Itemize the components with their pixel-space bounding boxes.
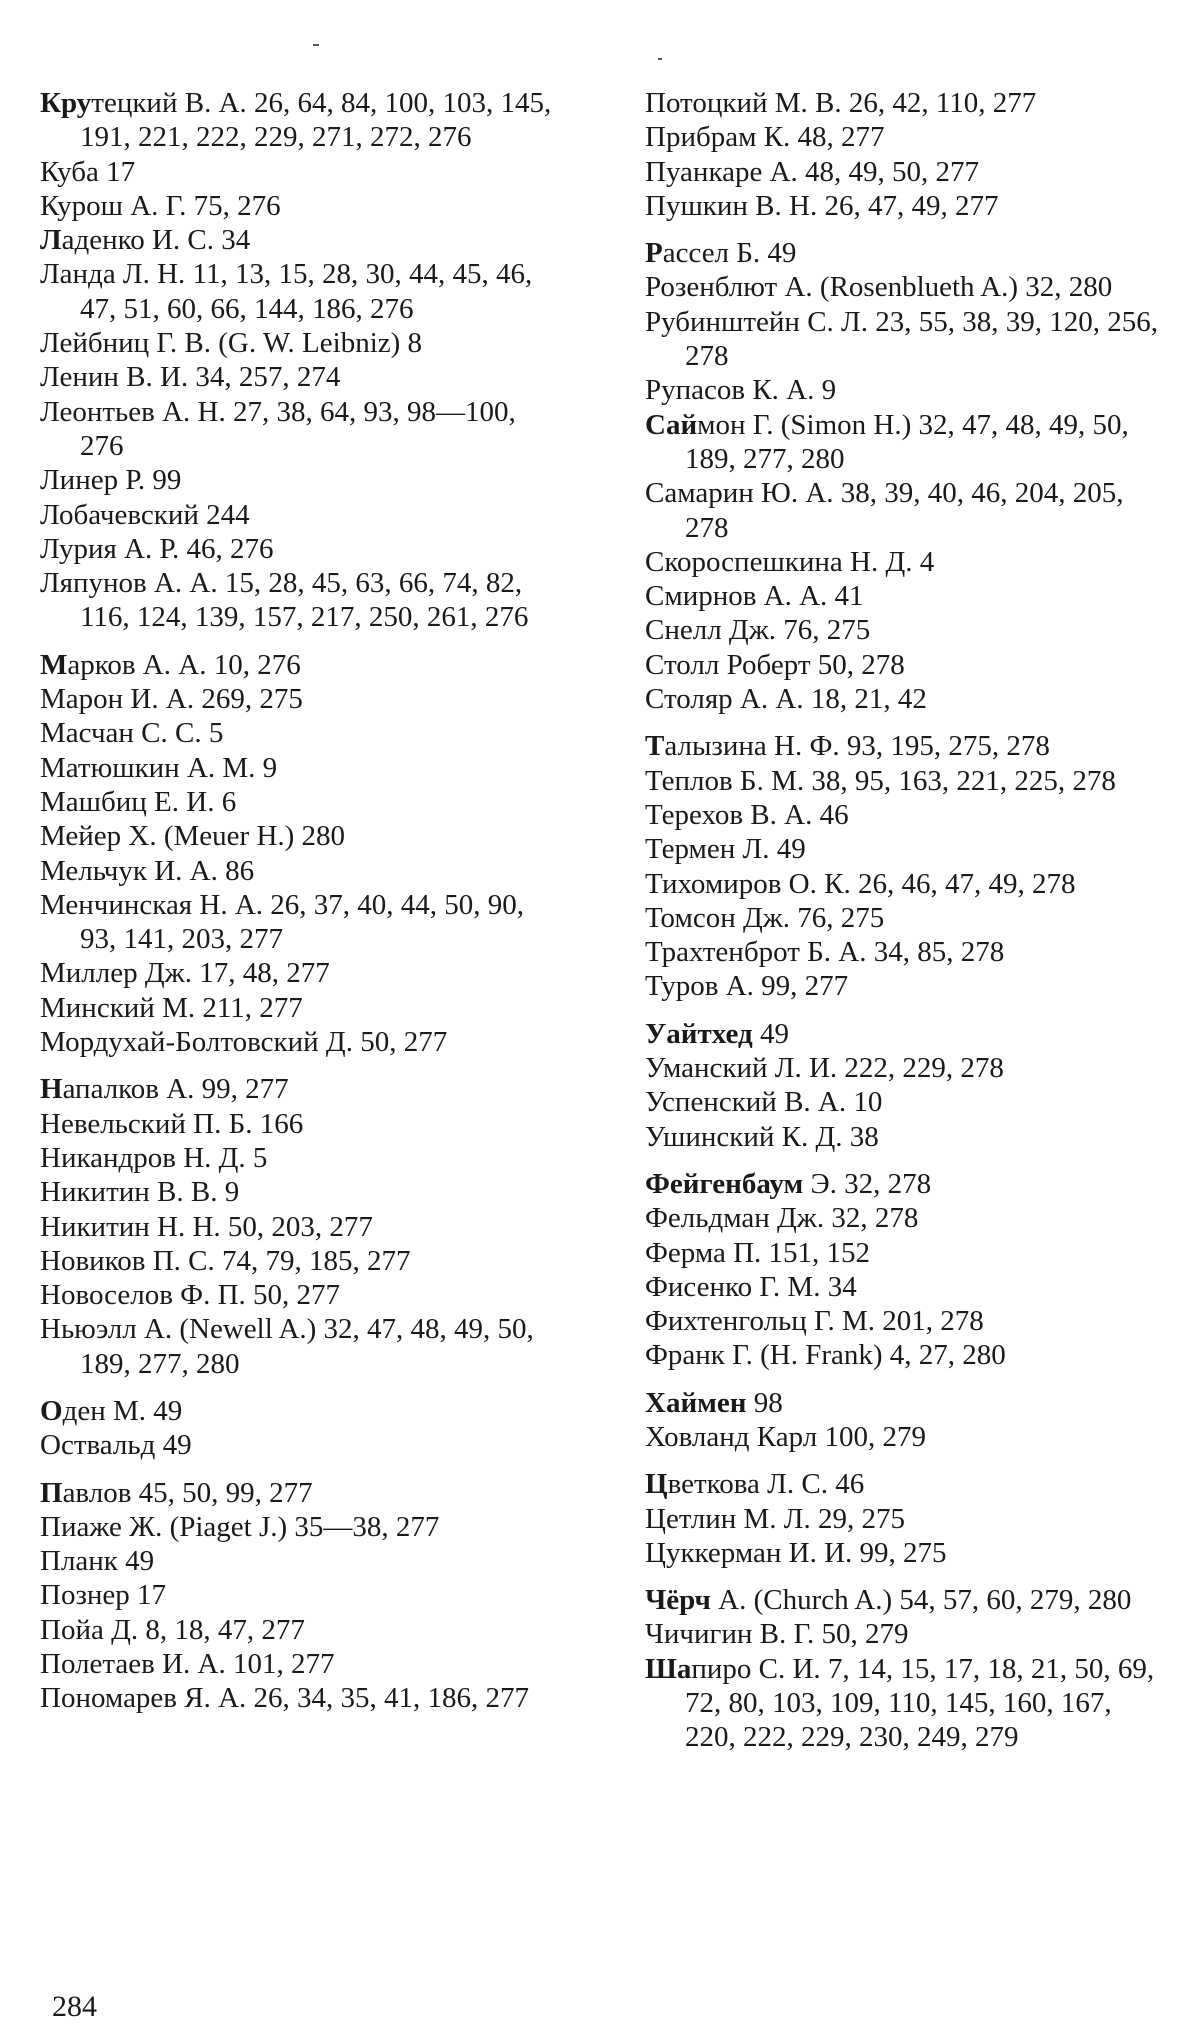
index-entry [645, 798, 1165, 832]
index-entry-text: Пономарев Я. А. 26, 34, 35, 41, 186, 277 [40, 1682, 530, 1715]
index-entry-text: Ланда Л. Н. 11, 13, 15, 28, 30, 44, 45, 46, 47, 51, 60, 66, 144, 186, 276 [40, 258, 533, 325]
index-entry [40, 1544, 560, 1578]
index-entry [40, 1244, 560, 1278]
index-entry-text: Леонтьев А. Н. 27, 38, 64, 93, 98—100, 276 [40, 395, 516, 462]
index-entry-text: 98 [746, 1386, 783, 1419]
index-entry-text: Никитин Н. Н. 50, 203, 277 [40, 1210, 373, 1243]
index-entry [645, 1386, 1165, 1420]
index-entry-text: Лурия А. Р. 46, 276 [40, 532, 274, 565]
index-entry [40, 888, 560, 957]
index-entry [645, 270, 1165, 304]
index-entry-text: Куба 17 [40, 155, 136, 188]
index-entry [645, 1017, 1165, 1051]
index-entry [645, 935, 1165, 969]
index-entry-text: А. (Church A.) 54, 57, 60, 279, 280 [710, 1584, 1132, 1617]
index-entry-text: Уманский Л. И. 222, 229, 278 [645, 1052, 1004, 1085]
index-entry-text: Курош А. Г. 75, 276 [40, 189, 281, 222]
index-entry-text: Марон И. А. 269, 275 [40, 683, 303, 716]
index-entry-text: Франк Г. (H. Frank) 4, 27, 280 [645, 1339, 1006, 1372]
index-entry-text: Новоселов Ф. П. 50, 277 [40, 1279, 341, 1312]
index-entry-text: Фельдман Дж. 32, 278 [645, 1202, 919, 1235]
index-entry [40, 854, 560, 888]
index-entry-text: алызина Н. Ф. 93, 195, 275, 278 [664, 730, 1050, 763]
index-entry [40, 395, 560, 464]
index-entry [645, 1304, 1165, 1338]
index-entry-text: Мейер Х. (Meuer H.) 280 [40, 820, 346, 853]
index-entry [40, 682, 560, 716]
index-entry-text: Рупасов К. А. 9 [645, 374, 837, 407]
index-entry-text: Успенский В. А. 10 [645, 1086, 883, 1119]
index-entry-text: Столяр А. А. 18, 21, 42 [645, 683, 927, 716]
index-entry-text: Самарин Ю. А. 38, 39, 40, 46, 204, 205, 278 [645, 477, 1124, 544]
index-entry-text: Линер Р. 99 [40, 464, 182, 497]
index-entry-text: Ляпунов А. А. 15, 28, 45, 63, 66, 74, 82, 116, 124, 139, 157, 217, 250, 261, 276 [40, 567, 529, 634]
index-entry [645, 1420, 1165, 1454]
index-entry-text: Новиков П. С. 74, 79, 185, 277 [40, 1244, 411, 1277]
index-entry [40, 1428, 560, 1462]
index-entry [40, 648, 560, 682]
index-entry [40, 155, 560, 189]
index-entry-text: Никитин В. В. 9 [40, 1176, 240, 1209]
index-entry-text: Ховланд Карл 100, 279 [645, 1420, 926, 1453]
index-entry-text: мон Г. (Simon H.) 32, 47, 48, 49, 50, 189, 277, 280 [685, 408, 1129, 475]
index-entry-text: Полетаев И. А. 101, 277 [40, 1648, 335, 1681]
index-entry-text: Пушкин В. Н. 26, 47, 49, 277 [645, 189, 999, 222]
index-entry [40, 532, 560, 566]
index-entry-lead: Л [40, 224, 62, 257]
index-entry-text: апалков А. 99, 277 [62, 1073, 289, 1106]
index-entry-text: Цетлин М. Л. 29, 275 [645, 1502, 905, 1535]
index-entry-text: Чичигин В. Г. 50, 279 [645, 1618, 909, 1651]
index-entry-text: ассел Б. 49 [662, 237, 797, 270]
index-entry [645, 86, 1165, 120]
index-entry [645, 867, 1165, 901]
index-entry [40, 1072, 560, 1106]
index-entry [40, 1647, 560, 1681]
index-entry [40, 785, 560, 819]
index-entry-text: Оствальд 49 [40, 1429, 192, 1462]
index-entry-text: Пойа Д. 8, 18, 47, 277 [40, 1613, 305, 1646]
index-entry [645, 648, 1165, 682]
index-entry-text: Машбиц Е. И. 6 [40, 785, 237, 818]
index-entry-text: Смирнов А. А. 41 [645, 580, 864, 613]
index-entry [40, 1578, 560, 1612]
index-entry [645, 1120, 1165, 1154]
index-entry [40, 819, 560, 853]
index-entry [645, 155, 1165, 189]
index-entry-text: Никандров Н. Д. 5 [40, 1141, 268, 1174]
index-entry [645, 1502, 1165, 1536]
index-entry-text: 49 [752, 1017, 789, 1050]
index-entry-text: Цуккерман И. И. 99, 275 [645, 1536, 947, 1569]
index-entry-text: Масчан С. С. 5 [40, 717, 224, 750]
index-entry [645, 1085, 1165, 1119]
index-entry-text: Теплов Б. М. 38, 95, 163, 221, 225, 278 [645, 764, 1116, 797]
index-entry [40, 991, 560, 1025]
index-entry-text: Планк 49 [40, 1545, 155, 1578]
index-entry [645, 408, 1165, 477]
index-entry [40, 86, 560, 155]
index-entry [645, 120, 1165, 154]
index-entry [645, 189, 1165, 223]
index-entry [645, 1652, 1165, 1755]
index-entry-text: Ферма П. 151, 152 [645, 1236, 871, 1269]
index-entry-text: Прибрам К. 48, 277 [645, 121, 885, 154]
index-entry [40, 360, 560, 394]
index-entry [40, 189, 560, 223]
index-entry [40, 463, 560, 497]
index-entry-text: Термен Л. 49 [645, 833, 806, 866]
index-entry [40, 1210, 560, 1244]
index-entry-text: авлов 45, 50, 99, 277 [62, 1476, 313, 1509]
index-entry [40, 326, 560, 360]
index-entry [40, 1278, 560, 1312]
index-entry-text: Познер 17 [40, 1579, 167, 1612]
index-entry-lead: Ша [645, 1652, 692, 1685]
index-entry-text: Томсон Дж. 76, 275 [645, 901, 885, 934]
index-entry-text: аденко И. С. 34 [61, 224, 251, 257]
index-entry-text: арков А. А. 10, 276 [67, 648, 301, 681]
index-entry-text: Мордухай-Болтовский Д. 50, 277 [40, 1026, 448, 1059]
index-entry-text: Тихомиров О. К. 26, 46, 47, 49, 278 [645, 867, 1076, 900]
print-speck [658, 58, 662, 60]
index-entry [645, 373, 1165, 407]
index-entry-text: Рубинштейн С. Л. 23, 55, 38, 39, 120, 256, 278 [645, 305, 1158, 373]
index-entry [645, 305, 1165, 374]
index-entry [645, 1270, 1165, 1304]
index-entry-lead: Чёрч [645, 1584, 711, 1617]
index-entry-lead: Фейгенбаум [645, 1167, 804, 1200]
index-entry [645, 579, 1165, 613]
index-entry [40, 1025, 560, 1059]
index-entry [645, 832, 1165, 866]
index-entry-lead: Т [645, 730, 665, 763]
index-entry-lead: О [40, 1394, 63, 1427]
index-entry [40, 1312, 560, 1381]
index-entry-lead: Уайтхед [645, 1017, 753, 1050]
index-entry [645, 1536, 1165, 1570]
index-entry-text: пиро С. И. 7, 14, 15, 17, 18, 21, 50, 69, 72, 80, 103, 109, 110, 145, 160, 167, 220, 222, 229, 230, 249, 279 [685, 1652, 1155, 1754]
index-entry [645, 764, 1165, 798]
index-entry [645, 1201, 1165, 1235]
index-entry [645, 1051, 1165, 1085]
index-entry [40, 751, 560, 785]
index-entry-text: Фихтенгольц Г. М. 201, 278 [645, 1305, 984, 1338]
print-speck [313, 44, 319, 46]
index-entry [645, 969, 1165, 1003]
index-entry-text: Трахтенброт Б. А. 34, 85, 278 [645, 936, 1005, 969]
index-entry-lead: Ц [645, 1468, 668, 1501]
index-entry-lead: Кру [40, 87, 92, 119]
index-entry-text: Ушинский К. Д. 38 [645, 1120, 879, 1153]
index-entry-text: Фисенко Г. М. 34 [645, 1270, 857, 1303]
index-column-left [40, 86, 560, 1716]
index-entry-text: Невельский П. Б. 166 [40, 1107, 304, 1140]
index-entry-lead: Хаймен [645, 1386, 747, 1419]
index-entry [40, 223, 560, 257]
index-entry-text: Пиаже Ж. (Piaget J.) 35—38, 277 [40, 1510, 440, 1543]
index-entry-text: Пуанкаре А. 48, 49, 50, 277 [645, 155, 980, 188]
index-entry-lead: Н [40, 1073, 63, 1106]
index-entry-text: Снелл Дж. 76, 275 [645, 614, 871, 647]
index-entry-text: Ньюэлл А. (Newell A.) 32, 47, 48, 49, 50, 189, 277, 280 [40, 1313, 534, 1380]
index-entry [645, 729, 1165, 763]
index-entry-text: Потоцкий М. В. 26, 42, 110, 277 [645, 87, 1037, 119]
index-entry [40, 566, 560, 635]
index-entry-text: Скороспешкина Н. Д. 4 [645, 545, 935, 578]
index-entry [40, 1613, 560, 1647]
index-entry [645, 1167, 1165, 1201]
index-entry [645, 545, 1165, 579]
index-entry-text: ден М. 49 [62, 1394, 183, 1427]
index-entry-lead: П [40, 1476, 63, 1509]
index-entry-text: Матюшкин А. М. 9 [40, 751, 278, 784]
index-entry-text: Туров А. 99, 277 [645, 970, 849, 1003]
index-entry-text: Минский М. 211, 277 [40, 991, 303, 1024]
index-entry [40, 1681, 560, 1715]
index-entry [645, 476, 1165, 545]
index-entry [40, 1175, 560, 1209]
index-entry [645, 1583, 1165, 1617]
index-entry [645, 236, 1165, 270]
index-column-right [645, 86, 1165, 1755]
index-entry-text: Лобачевский 244 [40, 498, 250, 531]
index-entry-lead: Р [645, 237, 663, 270]
index-entry [645, 1338, 1165, 1372]
index-entry [40, 1141, 560, 1175]
index-entry [40, 1510, 560, 1544]
index-entry [40, 956, 560, 990]
index-entry-text: Мельчук И. А. 86 [40, 854, 255, 887]
page-number: 284 [52, 1990, 97, 2023]
index-entry-lead: Сай [645, 408, 698, 441]
index-entry [645, 682, 1165, 716]
index-entry [40, 257, 560, 326]
index-entry-text: Лейбниц Г. В. (G. W. Leibniz) 8 [40, 327, 423, 360]
index-entry [40, 1476, 560, 1510]
index-entry-text: веткова Л. С. 46 [667, 1468, 865, 1501]
index-entry-text: Терехов В. А. 46 [645, 798, 849, 831]
index-entry-text: Э. 32, 278 [803, 1167, 932, 1200]
index-entry-text: тецкий В. А. 26, 64, 84, 100, 103, 145, 191, 221, 222, 229, 271, 272, 276 [80, 87, 552, 154]
index-entry [645, 1617, 1165, 1651]
index-entry [40, 498, 560, 532]
index-entry [645, 1467, 1165, 1501]
index-entry-text: Миллер Дж. 17, 48, 277 [40, 957, 330, 990]
index-entry [645, 901, 1165, 935]
index-entry-lead: М [40, 648, 68, 681]
index-entry [40, 1107, 560, 1141]
index-entry [645, 1236, 1165, 1270]
index-entry-text: Столл Роберт 50, 278 [645, 648, 905, 681]
index-entry-text: Розенблют А. (Rosenblueth A.) 32, 280 [645, 271, 1113, 304]
index-entry [40, 716, 560, 750]
index-entry-text: Менчинская Н. А. 26, 37, 40, 44, 50, 90, 93, 141, 203, 277 [40, 888, 525, 956]
index-entry [645, 613, 1165, 647]
index-entry-text: Ленин В. И. 34, 257, 274 [40, 361, 341, 394]
index-entry [40, 1394, 560, 1428]
